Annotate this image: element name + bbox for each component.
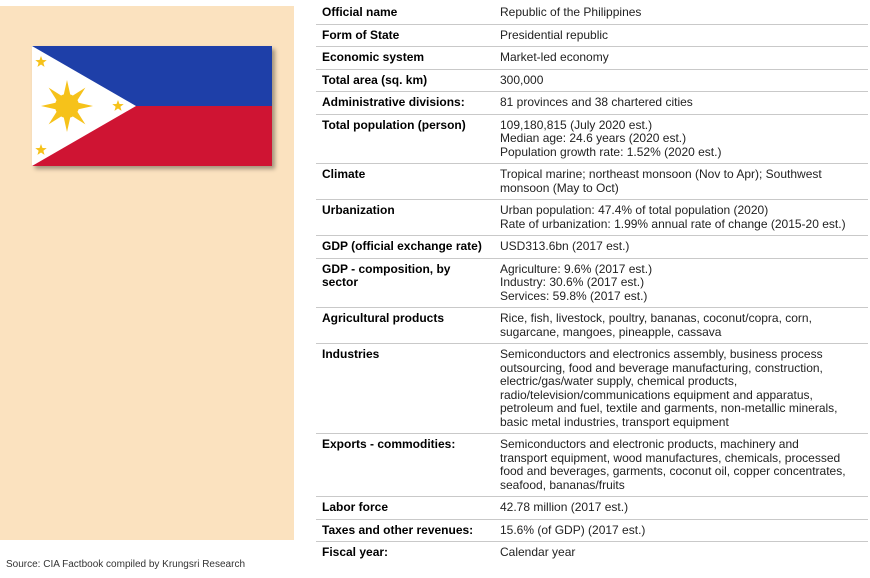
fact-label: Labor force	[316, 497, 494, 520]
fact-value-line: Presidential republic	[500, 27, 609, 42]
fact-value-line: Population growth rate: 1.52% (2020 est.)	[500, 144, 722, 159]
fact-row	[316, 164, 868, 200]
fact-row	[316, 2, 868, 24]
flag-panel	[0, 6, 294, 540]
fact-row	[316, 24, 868, 47]
fact-row	[316, 69, 868, 92]
philippines-flag	[32, 46, 272, 166]
fact-label: Official name	[316, 2, 494, 24]
fact-value	[494, 497, 868, 520]
fact-row	[316, 236, 868, 259]
fact-value-line: monsoon (May to Oct)	[500, 180, 619, 195]
fact-label: Agricultural products	[316, 308, 494, 344]
fact-value-line: Semiconductors and electronic products, machinery and	[500, 437, 799, 451]
fact-row	[316, 200, 868, 236]
fact-value	[494, 164, 868, 200]
fact-value	[494, 114, 868, 164]
fact-value-line: basic metal industries, transport equipment	[500, 414, 729, 429]
fact-value	[494, 236, 868, 259]
fact-row	[316, 47, 868, 70]
fact-value	[494, 308, 868, 344]
fact-label: Economic system	[316, 47, 494, 70]
country-facts-table	[316, 2, 868, 564]
fact-value-line: Calendar year	[500, 545, 576, 559]
fact-label: GDP (official exchange rate)	[316, 236, 494, 259]
fact-row	[316, 258, 868, 308]
fact-row	[316, 434, 868, 497]
fact-value-line: Industry: 30.6% (2017 est.)	[500, 275, 645, 289]
fact-label: Fiscal year:	[322, 545, 389, 559]
fact-value-line: 300,000	[500, 72, 544, 87]
fact-label: Total population (person)	[316, 114, 494, 164]
fact-row	[316, 308, 868, 344]
fact-value-line: Market-led economy	[500, 50, 609, 64]
fact-value	[494, 47, 868, 70]
fact-value	[494, 542, 868, 564]
fact-value-line: sugarcane, mangoes, pineapple, cassava	[500, 324, 722, 339]
fact-label: Industries	[316, 344, 494, 434]
fact-label: Taxes and other revenues:	[316, 519, 494, 542]
fact-value	[494, 200, 868, 236]
fact-value	[494, 434, 868, 497]
fact-value-line: 15.6% (of GDP) (2017 est.)	[500, 522, 646, 537]
fact-value	[494, 24, 868, 47]
fact-row	[316, 92, 868, 115]
fact-row	[316, 542, 868, 564]
fact-value	[494, 258, 868, 308]
fact-row	[316, 519, 868, 542]
fact-value-line: Semiconductors and electronics assembly, business process	[500, 347, 823, 361]
fact-value-line: Rice, fish, livestock, poultry, bananas, coconut/copra, corn,	[500, 311, 812, 325]
fact-row	[316, 344, 868, 434]
fact-value-line: petroleum and fuel, textile and garments, non-metallic minerals,	[500, 401, 838, 415]
flag-sun-icon	[41, 80, 93, 132]
fact-value	[494, 92, 868, 115]
fact-label: Total area (sq. km)	[316, 69, 494, 92]
fact-value	[494, 69, 868, 92]
fact-value-line: 42.78 million (2017 est.)	[500, 500, 629, 514]
fact-value-line: Urban population: 47.4% of total population (2020)	[500, 203, 769, 217]
fact-value-line: food and beverages, garments, coconut oil, copper concentrates,	[500, 464, 846, 478]
fact-value-line: radio/television/communications equipment and apparatus,	[500, 387, 813, 402]
fact-value-line: transport equipment, wood manufactures, chemicals, processed	[500, 450, 841, 465]
source-note: Source: CIA Factbook compiled by Krungsri Research	[6, 559, 245, 570]
fact-value-line: Agriculture: 9.6% (2017 est.)	[500, 261, 653, 276]
fact-label: GDP - composition, by sector	[316, 258, 494, 308]
fact-value-line: Median age: 24.6 years (2020 est.)	[500, 131, 687, 145]
fact-value-line: 109,180,815 (July 2020 est.)	[500, 117, 653, 132]
fact-value-line: outsourcing, food and beverage manufacturing, construction,	[500, 360, 823, 375]
fact-value-line: electric/gas/water supply, chemical products,	[500, 374, 738, 388]
fact-value	[494, 2, 868, 24]
fact-value	[494, 344, 868, 434]
fact-label: Form of State	[316, 24, 494, 47]
fact-value-line: seafood, bananas/fruits	[500, 477, 625, 492]
fact-value-line: Services: 59.8% (2017 est.)	[500, 288, 648, 303]
fact-row	[316, 114, 868, 164]
fact-value-line: Republic of the Philippines	[500, 5, 642, 19]
fact-value-line: 81 provinces and 38 chartered cities	[500, 95, 693, 109]
fact-row	[316, 497, 868, 520]
fact-label: Exports - commodities:	[316, 434, 494, 497]
fact-value-line: USD313.6bn (2017 est.)	[500, 239, 630, 253]
fact-value-line: Tropical marine; northeast monsoon (Nov to Apr); Southwest	[500, 167, 822, 181]
sun-disc	[55, 94, 79, 118]
fact-label: Administrative divisions:	[316, 92, 494, 115]
fact-label: Climate	[316, 164, 494, 200]
fact-value-line: Rate of urbanization: 1.99% annual rate of change (2015-20 est.)	[500, 216, 846, 231]
philippines-flag-icon	[32, 46, 272, 166]
fact-value	[494, 519, 868, 542]
fact-label: Urbanization	[316, 200, 494, 236]
